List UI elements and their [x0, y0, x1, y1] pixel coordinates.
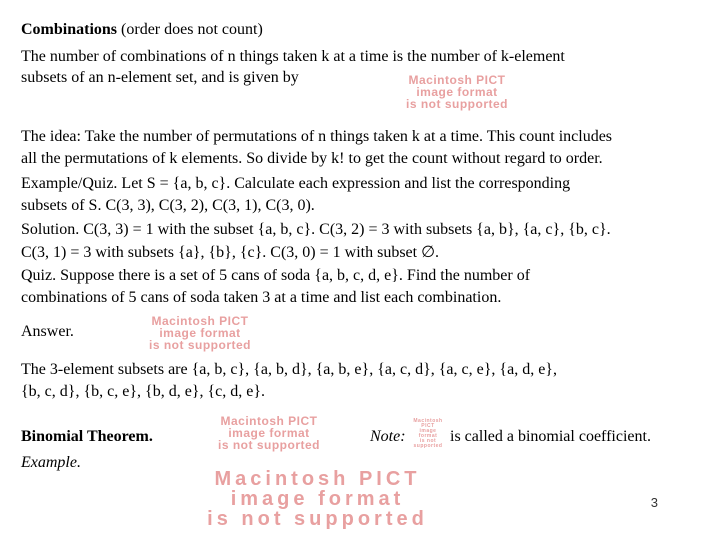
text-line-7: subsets of S. C(3, 3), C(3, 2), C(3, 1), C(3, 0).	[21, 197, 315, 214]
note-text: is called a binomial coefficient.	[450, 428, 651, 445]
binomial-image-placeholder: Macintosh PICT image format is not supported	[218, 414, 320, 452]
text-line-13: {b, c, d}, {b, c, e}, {b, d, e}, {c, d, e}.	[21, 383, 266, 400]
example-image-placeholder: Macintosh PICT image format is not supported	[207, 468, 428, 530]
text-line-6: Example/Quiz. Let S = {a, b, c}. Calculate each expression and list the corresponding	[21, 175, 571, 192]
slide-number: 3	[650, 495, 658, 510]
title-subtext: (order does not count)	[117, 21, 263, 38]
text-line-4: The idea: Take the number of permutations of n things taken k at a time. This count includes	[21, 128, 613, 145]
example-label: Example.	[21, 454, 81, 471]
text-line-2: The number of combinations of n things taken k at a time is the number of k-element	[21, 48, 565, 65]
answer-label: Answer.	[21, 323, 74, 340]
formula-image-placeholder: Macintosh PICT image format is not supported	[406, 73, 508, 111]
heading-line	[21, 20, 263, 40]
text-line-5: all the permutations of k elements. So divide by k! to get the count without regard to order.	[21, 150, 603, 167]
answer-image-placeholder: Macintosh PICT image format is not supported	[149, 314, 251, 352]
text-line-3: subsets of an n-element set, and is given by	[21, 69, 299, 86]
binomial-theorem-label: Binomial Theorem.	[21, 428, 153, 445]
note-label: Note:	[370, 428, 406, 445]
text-line-11: combinations of 5 cans of soda taken 3 at a time and list each combination.	[21, 289, 502, 306]
text-line-12: The 3-element subsets are {a, b, c}, {a, b, d}, {a, b, e}, {a, c, d}, {a, c, e}, {a, d, e},	[21, 361, 557, 378]
title-combinations: Combinations	[21, 21, 118, 38]
text-line-10: Quiz. Suppose there is a set of 5 cans of soda {a, b, c, d, e}. Find the number of	[21, 267, 531, 284]
text-line-8: Solution. C(3, 3) = 1 with the subset {a, b, c}. C(3, 2) = 3 with subsets {a, b}, {a, c}, {b, c}.	[21, 221, 611, 238]
note-image-placeholder: Macintosh PICT image format is not supported	[413, 418, 443, 449]
text-line-9: C(3, 1) = 3 with subsets {a}, {b}, {c}. C(3, 0) = 1 with subset ∅.	[21, 244, 440, 261]
